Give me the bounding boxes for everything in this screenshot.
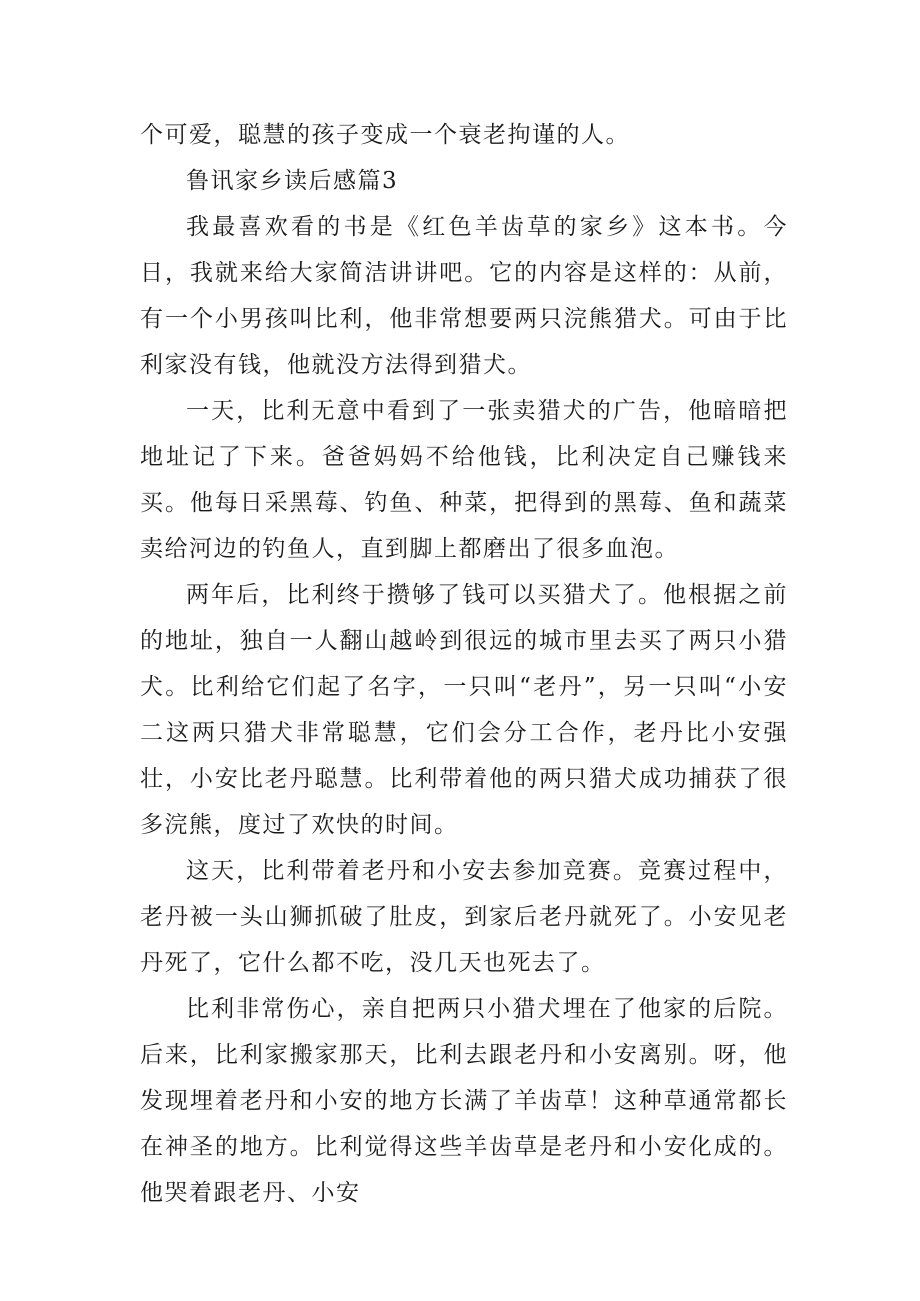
- paragraph-continuation: 个可爱，聪慧的孩子变成一个衰老拘谨的人。: [140, 122, 630, 148]
- paragraph-3: 两年后，比利终于攒够了钱可以买猎犬了。他根据之前的地址，独自一人翻山越岭到很远的城市里去买了两只小猎犬。比利给它们起了名字，一只叫“老丹”，另一只叫“小安二这两只猎犬非常聪慧，它们会分工合作，老丹比小安强壮，小安比老丹聪慧。比利带着他的两只猎犬成功捕获了很多浣熊，度过了欢快的时间。: [140, 582, 788, 838]
- document-body: [140, 112, 788, 1216]
- paragraph-2: 一天，比利无意中看到了一张卖猎犬的广告，他暗暗把地址记了下来。爸爸妈妈不给他钱，比利决定自己赚钱来买。他每日采黑莓、钓鱼、种菜，把得到的黑莓、鱼和蔬菜卖给河边的钓鱼人，直到脚上都磨出了很多血泡。: [140, 398, 788, 562]
- paragraph-5: 比利非常伤心，亲自把两只小猎犬埋在了他家的后院。后来，比利家搬家那天，比利去跟老丹和小安离别。呀，他发现埋着老丹和小安的地方长满了羊齿草！这种草通常都长在神圣的地方。比利觉得这些羊齿草是老丹和小安化成的。他哭着跟老丹、小安: [140, 996, 788, 1206]
- paragraph-1: 我最喜欢看的书是《红色羊齿草的家乡》这本书。今日，我就来给大家简洁讲讲吧。它的内容是这样的：从前，有一个小男孩叫比利，他非常想要两只浣熊猎犬。可由于比利家没有钱，他就没方法得到猎犬。: [140, 214, 788, 378]
- paragraph-4: 这天，比利带着老丹和小安去参加竞赛。竞赛过程中，老丹被一头山狮抓破了肚皮，到家后老丹就死了。小安见老丹死了，它什么都不吃，没几天也死去了。: [140, 858, 788, 976]
- section-heading: 鲁讯家乡读后感篇3: [186, 168, 399, 194]
